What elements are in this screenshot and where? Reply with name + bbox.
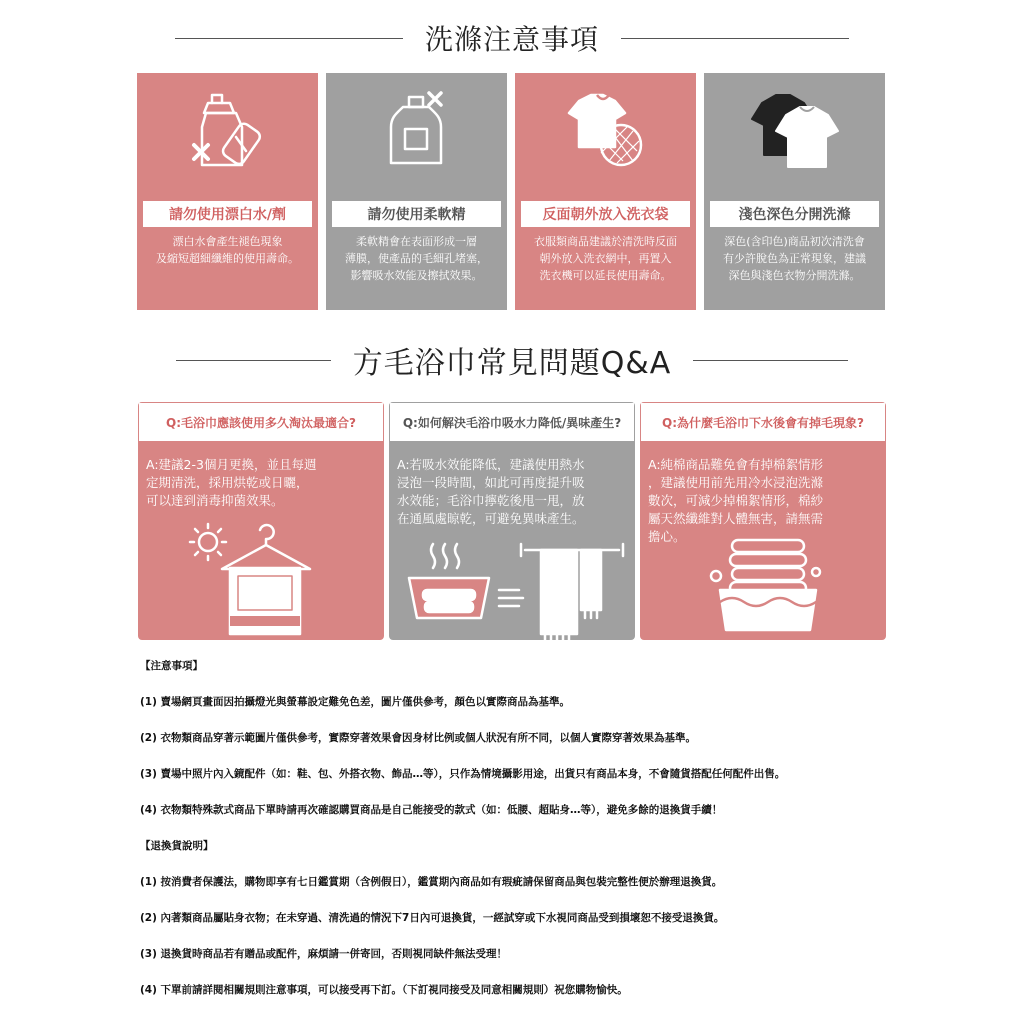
note-item: (3) 賣場中照片內入鏡配件（如：鞋、包、外搭衣物、飾品…等），只作為情境攝影用途，出貨只有商品本身，不會隨貨搭配任何配件出售。 (140, 768, 786, 780)
section-title: 方毛浴巾常見問題Q&A (352, 346, 672, 381)
qa-answer-line: 可以達到消毒抑菌效果。 (146, 493, 284, 508)
care-card-laundry-bag (515, 73, 696, 310)
softener-bottle-x-icon (326, 83, 507, 183)
card-title: 請勿使用柔軟精 (332, 201, 501, 227)
care-card-no-softener (326, 73, 507, 310)
card-desc-line: 影響吸水效能及擦拭效果。 (350, 269, 483, 282)
qa-answer-line: 數次，可減少掉棉絮情形，棉紗 (648, 493, 824, 508)
card-desc-line: 洗衣機可以延長使用壽命。 (539, 269, 672, 282)
divider-line (621, 38, 849, 39)
note-item: (2) 內著類商品屬貼身衣物；在未穿過、清洗過的情況下7日內可退換貨，一經試穿或下水視同商品受到損壞恕不接受退換貨。 (140, 912, 725, 924)
hot-water-towel-rack-icon (389, 520, 635, 640)
section-title-row (0, 20, 1024, 56)
card-title: 請勿使用漂白水/劑 (143, 201, 312, 227)
card-description (704, 233, 885, 284)
care-card-separate-colors (704, 73, 885, 310)
shirts-dark-light-icon (704, 83, 885, 183)
card-description (137, 233, 318, 267)
card-desc-line: 薄膜，使產品的毛細孔堵塞， (345, 252, 488, 265)
note-item: (1) 賣場網頁畫面因拍攝燈光與螢幕設定難免色差，圖片僅供參考，顏色以實際商品為基準。 (140, 696, 571, 708)
qa-question: Q:如何解決毛浴巾吸水力降低/異味產生? (389, 402, 635, 442)
card-desc-line: 深色(含印色)商品初次清洗會 (724, 235, 865, 248)
qa-card-lint (640, 402, 886, 640)
divider-line (693, 360, 848, 361)
card-title: 反面朝外放入洗衣袋 (521, 201, 690, 227)
qa-question: Q:毛浴巾應該使用多久淘汰最適合? (138, 402, 384, 442)
qa-card-replacement (138, 402, 384, 640)
qa-answer-line: 浸泡一段時間，如此可再度提升吸 (397, 475, 585, 490)
laundry-net-icon (515, 83, 696, 183)
qa-card-absorbency (389, 402, 635, 640)
divider-line (176, 360, 331, 361)
qa-answer (146, 456, 376, 510)
notes-heading: 【注意事項】 (140, 660, 203, 672)
qa-answer-line: 屬天然纖維對人體無害，請無需 (648, 511, 824, 526)
qa-question: Q:為什麼毛浴巾下水後會有掉毛現象? (640, 402, 886, 442)
divider-line (175, 38, 403, 39)
card-desc-line: 衣服類商品建議於清洗時反面 (534, 235, 677, 248)
card-desc-line: 有少許脫色為正常現象，建議 (723, 252, 866, 265)
qa-answer-line: A:純棉商品難免會有掉棉絮情形 (648, 457, 824, 472)
qa-answer-line: 在通風處晾乾，可避免異味產生。 (397, 511, 585, 526)
note-item: (4) 衣物類特殊款式商品下單時請再次確認購買商品是自己能接受的款式（如：低腰、超貼身…等），避免多餘的退換貨手續！ (140, 804, 723, 816)
qa-answer-line: 擔心。 (648, 529, 686, 544)
qa-answer-line: ，建議使用前先用冷水浸泡洗滌 (648, 475, 824, 490)
care-card-no-bleach (137, 73, 318, 310)
card-desc-line: 朝外放入洗衣網中，再置入 (539, 252, 672, 265)
section-title-row (0, 340, 1024, 380)
card-title: 淺色深色分開洗滌 (710, 201, 879, 227)
note-item: (3) 退換貨時商品若有贈品或配件，麻煩請一併寄回，否則視同缺件無法受理！ (140, 948, 508, 960)
qa-answer-line: A:若吸水效能降低，建議使用熱水 (397, 457, 585, 472)
qa-answer (397, 456, 627, 528)
towel-stack-basin-icon (640, 520, 886, 640)
bleach-spray-x-icon (137, 83, 318, 183)
card-description (515, 233, 696, 284)
note-item: (2) 衣物類商品穿著示範圖片僅供參考，實際穿著效果會因身材比例或個人狀況有所不同，以個人實際穿著效果為基準。 (140, 732, 697, 744)
qa-answer-line: A:建議2-3個月更換，並且每週 (146, 457, 317, 472)
notes-heading: 【退換貨說明】 (140, 840, 214, 852)
card-desc-line: 及縮短超細纖維的使用壽命。 (156, 252, 299, 265)
card-desc-line: 深色與淺色衣物分開洗滌。 (728, 269, 861, 282)
qa-answer-line: 水效能；毛浴巾擰乾後甩一甩，放 (397, 493, 585, 508)
qa-answer-line: 定期清洗，採用烘乾或日曬， (146, 475, 309, 490)
sun-towel-hanger-icon (138, 520, 384, 640)
card-desc-line: 柔軟精會在表面形成一層 (356, 235, 477, 248)
card-desc-line: 漂白水會產生褪色現象 (172, 235, 283, 248)
section-title: 洗滌注意事項 (424, 23, 599, 56)
note-item: (1) 按消費者保護法，購物即享有七日鑑賞期（含例假日），鑑賞期內商品如有瑕疵請保留商品與包裝完整性便於辦理退換貨。 (140, 876, 723, 888)
note-item: (4) 下單前請詳閱相關規則注意事項，可以接受再下訂。（下訂視同接受及同意相關規則）祝您購物愉快。 (140, 984, 628, 996)
card-description (326, 233, 507, 284)
